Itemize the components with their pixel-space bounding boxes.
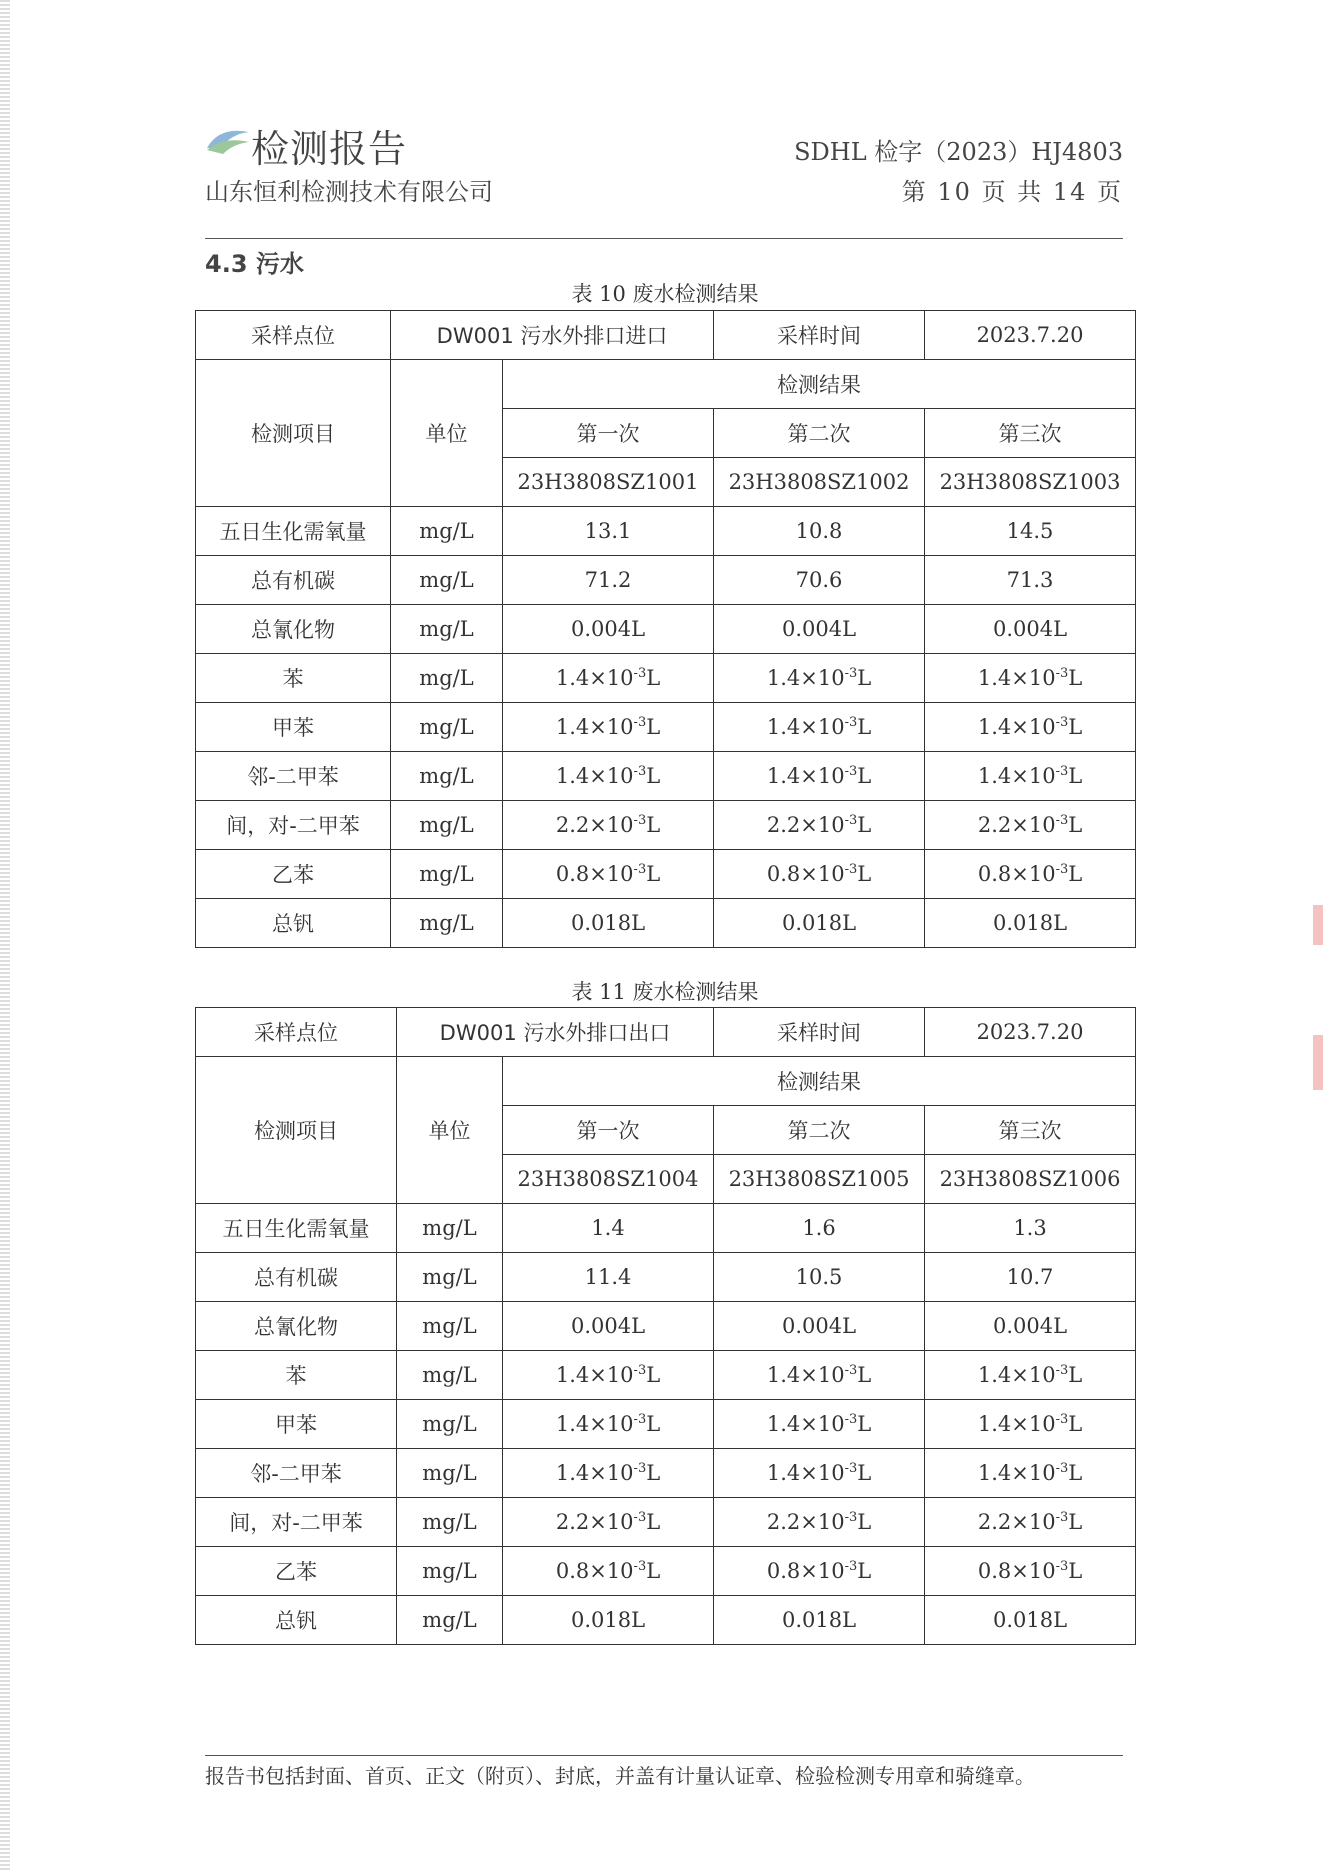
unit-cell: mg/L bbox=[391, 507, 503, 556]
value-cell bbox=[925, 703, 1136, 752]
value-cell bbox=[503, 1204, 714, 1253]
value-mantissa: 1.4×10 bbox=[977, 715, 1056, 739]
value-suffix: L bbox=[857, 1412, 872, 1436]
value-mantissa: 11.4 bbox=[584, 1265, 632, 1289]
value-cell bbox=[503, 1302, 714, 1351]
value-exponent: -3 bbox=[1055, 715, 1069, 730]
unit-cell: mg/L bbox=[397, 1498, 503, 1547]
value-mantissa: 1.6 bbox=[802, 1216, 836, 1240]
value-mantissa: 0.8×10 bbox=[555, 862, 634, 886]
report-title: 检测报告 bbox=[251, 127, 408, 171]
value-exponent: -3 bbox=[1055, 813, 1069, 828]
unit-cell: mg/L bbox=[391, 899, 503, 948]
value-mantissa: 2.2×10 bbox=[766, 813, 845, 837]
unit-cell: mg/L bbox=[391, 752, 503, 801]
value-exponent: -3 bbox=[633, 1559, 647, 1574]
value-cell bbox=[925, 899, 1136, 948]
table-row bbox=[196, 1253, 1136, 1302]
value-cell bbox=[714, 654, 925, 703]
value-suffix: L bbox=[646, 813, 661, 837]
value-cell bbox=[503, 850, 714, 899]
sample-id: 23H3808SZ1001 bbox=[503, 458, 714, 507]
seal-stamp-fragment bbox=[1313, 905, 1323, 945]
value-mantissa: 1.4×10 bbox=[766, 1412, 845, 1436]
footer-note: 报告书包括封面、首页、正文（附页）、封底，并盖有计量认证章、检验检测专用章和骑缝章。 bbox=[205, 1764, 1035, 1788]
value-mantissa: 0.018L bbox=[781, 911, 857, 935]
value-mantissa: 1.4×10 bbox=[555, 715, 634, 739]
unit-cell: mg/L bbox=[397, 1449, 503, 1498]
table-header-row bbox=[196, 360, 1136, 409]
value-suffix: L bbox=[1068, 1559, 1083, 1583]
value-exponent: -3 bbox=[844, 666, 858, 681]
value-suffix: L bbox=[857, 666, 872, 690]
value-mantissa: 0.018L bbox=[992, 911, 1068, 935]
value-cell bbox=[503, 899, 714, 948]
value-mantissa: 0.018L bbox=[570, 1608, 646, 1632]
header-divider bbox=[205, 238, 1123, 239]
value-cell bbox=[925, 1596, 1136, 1645]
sample-id: 23H3808SZ1004 bbox=[503, 1155, 714, 1204]
page-number: 第 10 页 共 14 页 bbox=[901, 178, 1123, 206]
value-mantissa: 10.7 bbox=[1006, 1265, 1054, 1289]
item-name-cell: 五日生化需氧量 bbox=[196, 507, 391, 556]
value-suffix: L bbox=[1068, 764, 1083, 788]
round-header: 第三次 bbox=[925, 1106, 1136, 1155]
unit-cell: mg/L bbox=[397, 1351, 503, 1400]
value-mantissa: 1.4×10 bbox=[977, 1363, 1056, 1387]
value-cell bbox=[714, 1547, 925, 1596]
value-mantissa: 0.8×10 bbox=[766, 862, 845, 886]
item-name-cell: 乙苯 bbox=[196, 1547, 397, 1596]
value-exponent: -3 bbox=[633, 1510, 647, 1525]
item-name-cell: 苯 bbox=[196, 1351, 397, 1400]
value-suffix: L bbox=[646, 1559, 661, 1583]
table-row bbox=[196, 1204, 1136, 1253]
value-mantissa: 14.5 bbox=[1006, 519, 1054, 543]
value-mantissa: 1.4×10 bbox=[555, 1412, 634, 1436]
value-exponent: -3 bbox=[1055, 1559, 1069, 1574]
value-mantissa: 2.2×10 bbox=[555, 1510, 634, 1534]
company-logo-icon bbox=[205, 122, 251, 158]
unit-cell: mg/L bbox=[391, 556, 503, 605]
value-mantissa: 2.2×10 bbox=[555, 813, 634, 837]
unit-cell: mg/L bbox=[397, 1204, 503, 1253]
value-cell bbox=[714, 850, 925, 899]
value-mantissa: 10.5 bbox=[795, 1265, 843, 1289]
value-mantissa: 0.8×10 bbox=[555, 1559, 634, 1583]
item-header: 检测项目 bbox=[196, 1057, 397, 1204]
value-cell bbox=[925, 1253, 1136, 1302]
item-name-cell: 总有机碳 bbox=[196, 1253, 397, 1302]
value-cell bbox=[714, 1253, 925, 1302]
sampling-time-value: 2023.7.20 bbox=[925, 311, 1136, 360]
section-title: 4.3 污水 bbox=[205, 250, 304, 278]
item-name-cell: 总钒 bbox=[196, 899, 391, 948]
value-exponent: -3 bbox=[844, 715, 858, 730]
value-cell bbox=[503, 1498, 714, 1547]
value-mantissa: 1.4×10 bbox=[766, 764, 845, 788]
table-row bbox=[196, 850, 1136, 899]
value-mantissa: 1.4×10 bbox=[977, 1412, 1056, 1436]
value-mantissa: 70.6 bbox=[795, 568, 843, 592]
value-cell bbox=[503, 1253, 714, 1302]
value-suffix: L bbox=[857, 1559, 872, 1583]
value-exponent: -3 bbox=[1055, 666, 1069, 681]
table-header-row bbox=[196, 1057, 1136, 1106]
item-name-cell: 总钒 bbox=[196, 1596, 397, 1645]
value-mantissa: 1.4×10 bbox=[766, 1363, 845, 1387]
value-mantissa: 2.2×10 bbox=[977, 813, 1056, 837]
table-row bbox=[196, 556, 1136, 605]
value-suffix: L bbox=[857, 862, 872, 886]
scan-edge bbox=[0, 0, 10, 1871]
table-row bbox=[196, 752, 1136, 801]
item-name-cell: 总氰化物 bbox=[196, 1302, 397, 1351]
sampling-time-value: 2023.7.20 bbox=[925, 1008, 1136, 1057]
value-mantissa: 0.8×10 bbox=[766, 1559, 845, 1583]
value-suffix: L bbox=[646, 764, 661, 788]
value-cell bbox=[503, 801, 714, 850]
value-cell bbox=[714, 1204, 925, 1253]
value-cell bbox=[714, 899, 925, 948]
value-suffix: L bbox=[1068, 862, 1083, 886]
results-table bbox=[195, 1007, 1136, 1645]
value-mantissa: 0.8×10 bbox=[977, 1559, 1056, 1583]
value-cell bbox=[503, 752, 714, 801]
item-name-cell: 甲苯 bbox=[196, 1400, 397, 1449]
value-mantissa: 0.018L bbox=[992, 1608, 1068, 1632]
value-mantissa: 71.2 bbox=[584, 568, 632, 592]
value-suffix: L bbox=[646, 1461, 661, 1485]
value-suffix: L bbox=[857, 1363, 872, 1387]
value-exponent: -3 bbox=[844, 1510, 858, 1525]
value-exponent: -3 bbox=[844, 1412, 858, 1427]
value-exponent: -3 bbox=[1055, 1363, 1069, 1378]
value-cell bbox=[714, 556, 925, 605]
table-row bbox=[196, 1351, 1136, 1400]
value-mantissa: 1.4 bbox=[591, 1216, 625, 1240]
value-cell bbox=[714, 801, 925, 850]
table-row bbox=[196, 1498, 1136, 1547]
results-table bbox=[195, 310, 1136, 948]
value-cell bbox=[714, 752, 925, 801]
value-cell bbox=[503, 556, 714, 605]
value-mantissa: 0.004L bbox=[781, 1314, 857, 1338]
value-exponent: -3 bbox=[633, 666, 647, 681]
value-mantissa: 1.4×10 bbox=[766, 666, 845, 690]
value-mantissa: 0.018L bbox=[570, 911, 646, 935]
value-cell bbox=[925, 801, 1136, 850]
table-row bbox=[196, 507, 1136, 556]
value-cell bbox=[714, 1596, 925, 1645]
value-mantissa: 1.4×10 bbox=[977, 1461, 1056, 1485]
value-cell bbox=[925, 1302, 1136, 1351]
value-suffix: L bbox=[857, 1510, 872, 1534]
value-cell bbox=[925, 1351, 1136, 1400]
value-cell bbox=[714, 507, 925, 556]
sampling-time-label: 采样时间 bbox=[714, 311, 925, 360]
table-meta-row bbox=[196, 311, 1136, 360]
unit-cell: mg/L bbox=[391, 654, 503, 703]
table-row bbox=[196, 1449, 1136, 1498]
item-name-cell: 甲苯 bbox=[196, 703, 391, 752]
table-caption: 表 11 废水检测结果 bbox=[571, 980, 759, 1004]
value-exponent: -3 bbox=[633, 813, 647, 828]
value-exponent: -3 bbox=[1055, 1412, 1069, 1427]
value-cell bbox=[925, 507, 1136, 556]
company-name: 山东恒利检测技术有限公司 bbox=[205, 178, 493, 206]
value-mantissa: 1.4×10 bbox=[977, 764, 1056, 788]
value-suffix: L bbox=[857, 1461, 872, 1485]
value-cell bbox=[503, 654, 714, 703]
unit-cell: mg/L bbox=[397, 1596, 503, 1645]
value-mantissa: 1.4×10 bbox=[555, 666, 634, 690]
value-exponent: -3 bbox=[844, 764, 858, 779]
value-mantissa: 0.004L bbox=[992, 1314, 1068, 1338]
value-cell bbox=[925, 556, 1136, 605]
footer-divider bbox=[205, 1755, 1123, 1756]
value-cell bbox=[925, 605, 1136, 654]
value-cell bbox=[503, 507, 714, 556]
table-row bbox=[196, 801, 1136, 850]
value-mantissa: 0.004L bbox=[570, 1314, 646, 1338]
sample-id: 23H3808SZ1005 bbox=[714, 1155, 925, 1204]
value-cell bbox=[503, 1596, 714, 1645]
table-row bbox=[196, 1302, 1136, 1351]
value-exponent: -3 bbox=[844, 1461, 858, 1476]
table-row bbox=[196, 1400, 1136, 1449]
results-header: 检测结果 bbox=[503, 360, 1136, 409]
value-mantissa: 1.4×10 bbox=[766, 715, 845, 739]
report-header bbox=[205, 118, 1123, 238]
value-exponent: -3 bbox=[633, 1461, 647, 1476]
value-suffix: L bbox=[1068, 1510, 1083, 1534]
table-meta-row bbox=[196, 1008, 1136, 1057]
table-caption: 表 10 废水检测结果 bbox=[571, 282, 759, 306]
value-cell bbox=[503, 1449, 714, 1498]
table-row bbox=[196, 654, 1136, 703]
unit-header: 单位 bbox=[391, 360, 503, 507]
unit-cell: mg/L bbox=[397, 1253, 503, 1302]
value-cell bbox=[714, 605, 925, 654]
item-name-cell: 乙苯 bbox=[196, 850, 391, 899]
value-mantissa: 1.4×10 bbox=[555, 1363, 634, 1387]
value-mantissa: 1.3 bbox=[1013, 1216, 1047, 1240]
unit-cell: mg/L bbox=[391, 801, 503, 850]
round-header: 第三次 bbox=[925, 409, 1136, 458]
table-row bbox=[196, 703, 1136, 752]
value-cell bbox=[925, 1400, 1136, 1449]
value-mantissa: 1.4×10 bbox=[766, 1461, 845, 1485]
value-mantissa: 1.4×10 bbox=[555, 1461, 634, 1485]
value-suffix: L bbox=[646, 862, 661, 886]
value-cell bbox=[925, 1449, 1136, 1498]
value-mantissa: 2.2×10 bbox=[977, 1510, 1056, 1534]
value-mantissa: 0.018L bbox=[781, 1608, 857, 1632]
value-mantissa: 0.004L bbox=[570, 617, 646, 641]
value-cell bbox=[503, 703, 714, 752]
value-mantissa: 71.3 bbox=[1006, 568, 1054, 592]
value-cell bbox=[714, 703, 925, 752]
value-exponent: -3 bbox=[633, 1363, 647, 1378]
value-cell bbox=[714, 1302, 925, 1351]
item-name-cell: 间，对-二甲苯 bbox=[196, 1498, 397, 1547]
value-mantissa: 0.8×10 bbox=[977, 862, 1056, 886]
value-mantissa: 10.8 bbox=[795, 519, 843, 543]
value-suffix: L bbox=[646, 1363, 661, 1387]
value-suffix: L bbox=[646, 1510, 661, 1534]
value-exponent: -3 bbox=[844, 813, 858, 828]
unit-cell: mg/L bbox=[391, 850, 503, 899]
round-header: 第二次 bbox=[714, 1106, 925, 1155]
seal-stamp-fragment bbox=[1313, 1035, 1323, 1090]
value-suffix: L bbox=[1068, 1412, 1083, 1436]
value-suffix: L bbox=[646, 715, 661, 739]
sample-id: 23H3808SZ1003 bbox=[925, 458, 1136, 507]
value-mantissa: 0.004L bbox=[992, 617, 1068, 641]
value-cell bbox=[925, 1547, 1136, 1596]
sampling-point-value: DW001 污水外排口出口 bbox=[397, 1008, 714, 1057]
value-cell bbox=[925, 1498, 1136, 1547]
value-cell bbox=[925, 850, 1136, 899]
value-exponent: -3 bbox=[844, 1559, 858, 1574]
value-cell bbox=[714, 1351, 925, 1400]
value-cell bbox=[714, 1498, 925, 1547]
value-cell bbox=[503, 1400, 714, 1449]
report-number: SDHL 检字（2023）HJ4803 bbox=[794, 138, 1123, 166]
value-suffix: L bbox=[1068, 666, 1083, 690]
value-cell bbox=[925, 654, 1136, 703]
value-suffix: L bbox=[1068, 715, 1083, 739]
value-exponent: -3 bbox=[1055, 764, 1069, 779]
unit-cell: mg/L bbox=[391, 703, 503, 752]
item-name-cell: 邻-二甲苯 bbox=[196, 752, 391, 801]
sampling-time-label: 采样时间 bbox=[714, 1008, 925, 1057]
round-header: 第一次 bbox=[503, 1106, 714, 1155]
value-suffix: L bbox=[646, 1412, 661, 1436]
results-header: 检测结果 bbox=[503, 1057, 1136, 1106]
value-cell bbox=[714, 1449, 925, 1498]
table-row bbox=[196, 1596, 1136, 1645]
value-cell bbox=[503, 605, 714, 654]
value-exponent: -3 bbox=[1055, 862, 1069, 877]
value-cell bbox=[503, 1351, 714, 1400]
item-name-cell: 苯 bbox=[196, 654, 391, 703]
table-row bbox=[196, 1547, 1136, 1596]
unit-cell: mg/L bbox=[397, 1547, 503, 1596]
sampling-point-label: 采样点位 bbox=[196, 1008, 397, 1057]
value-cell bbox=[925, 1204, 1136, 1253]
value-suffix: L bbox=[857, 764, 872, 788]
unit-header: 单位 bbox=[397, 1057, 503, 1204]
unit-cell: mg/L bbox=[397, 1302, 503, 1351]
value-suffix: L bbox=[646, 666, 661, 690]
unit-cell: mg/L bbox=[391, 605, 503, 654]
value-cell bbox=[714, 1400, 925, 1449]
value-exponent: -3 bbox=[1055, 1461, 1069, 1476]
value-mantissa: 0.004L bbox=[781, 617, 857, 641]
value-mantissa: 1.4×10 bbox=[555, 764, 634, 788]
round-header: 第一次 bbox=[503, 409, 714, 458]
value-suffix: L bbox=[1068, 1461, 1083, 1485]
value-mantissa: 2.2×10 bbox=[766, 1510, 845, 1534]
sampling-point-value: DW001 污水外排口进口 bbox=[391, 311, 714, 360]
value-exponent: -3 bbox=[633, 764, 647, 779]
item-name-cell: 总氰化物 bbox=[196, 605, 391, 654]
value-cell bbox=[503, 1547, 714, 1596]
item-name-cell: 五日生化需氧量 bbox=[196, 1204, 397, 1253]
sample-id: 23H3808SZ1006 bbox=[925, 1155, 1136, 1204]
value-suffix: L bbox=[857, 715, 872, 739]
table-row bbox=[196, 899, 1136, 948]
table-row bbox=[196, 605, 1136, 654]
item-name-cell: 邻-二甲苯 bbox=[196, 1449, 397, 1498]
value-exponent: -3 bbox=[633, 715, 647, 730]
value-mantissa: 13.1 bbox=[584, 519, 632, 543]
round-header: 第二次 bbox=[714, 409, 925, 458]
value-exponent: -3 bbox=[844, 1363, 858, 1378]
sample-id: 23H3808SZ1002 bbox=[714, 458, 925, 507]
value-cell bbox=[925, 752, 1136, 801]
value-exponent: -3 bbox=[1055, 1510, 1069, 1525]
value-exponent: -3 bbox=[844, 862, 858, 877]
value-exponent: -3 bbox=[633, 1412, 647, 1427]
item-header: 检测项目 bbox=[196, 360, 391, 507]
value-mantissa: 1.4×10 bbox=[977, 666, 1056, 690]
item-name-cell: 总有机碳 bbox=[196, 556, 391, 605]
sampling-point-label: 采样点位 bbox=[196, 311, 391, 360]
unit-cell: mg/L bbox=[397, 1400, 503, 1449]
value-suffix: L bbox=[1068, 1363, 1083, 1387]
value-suffix: L bbox=[857, 813, 872, 837]
value-suffix: L bbox=[1068, 813, 1083, 837]
value-exponent: -3 bbox=[633, 862, 647, 877]
item-name-cell: 间，对-二甲苯 bbox=[196, 801, 391, 850]
